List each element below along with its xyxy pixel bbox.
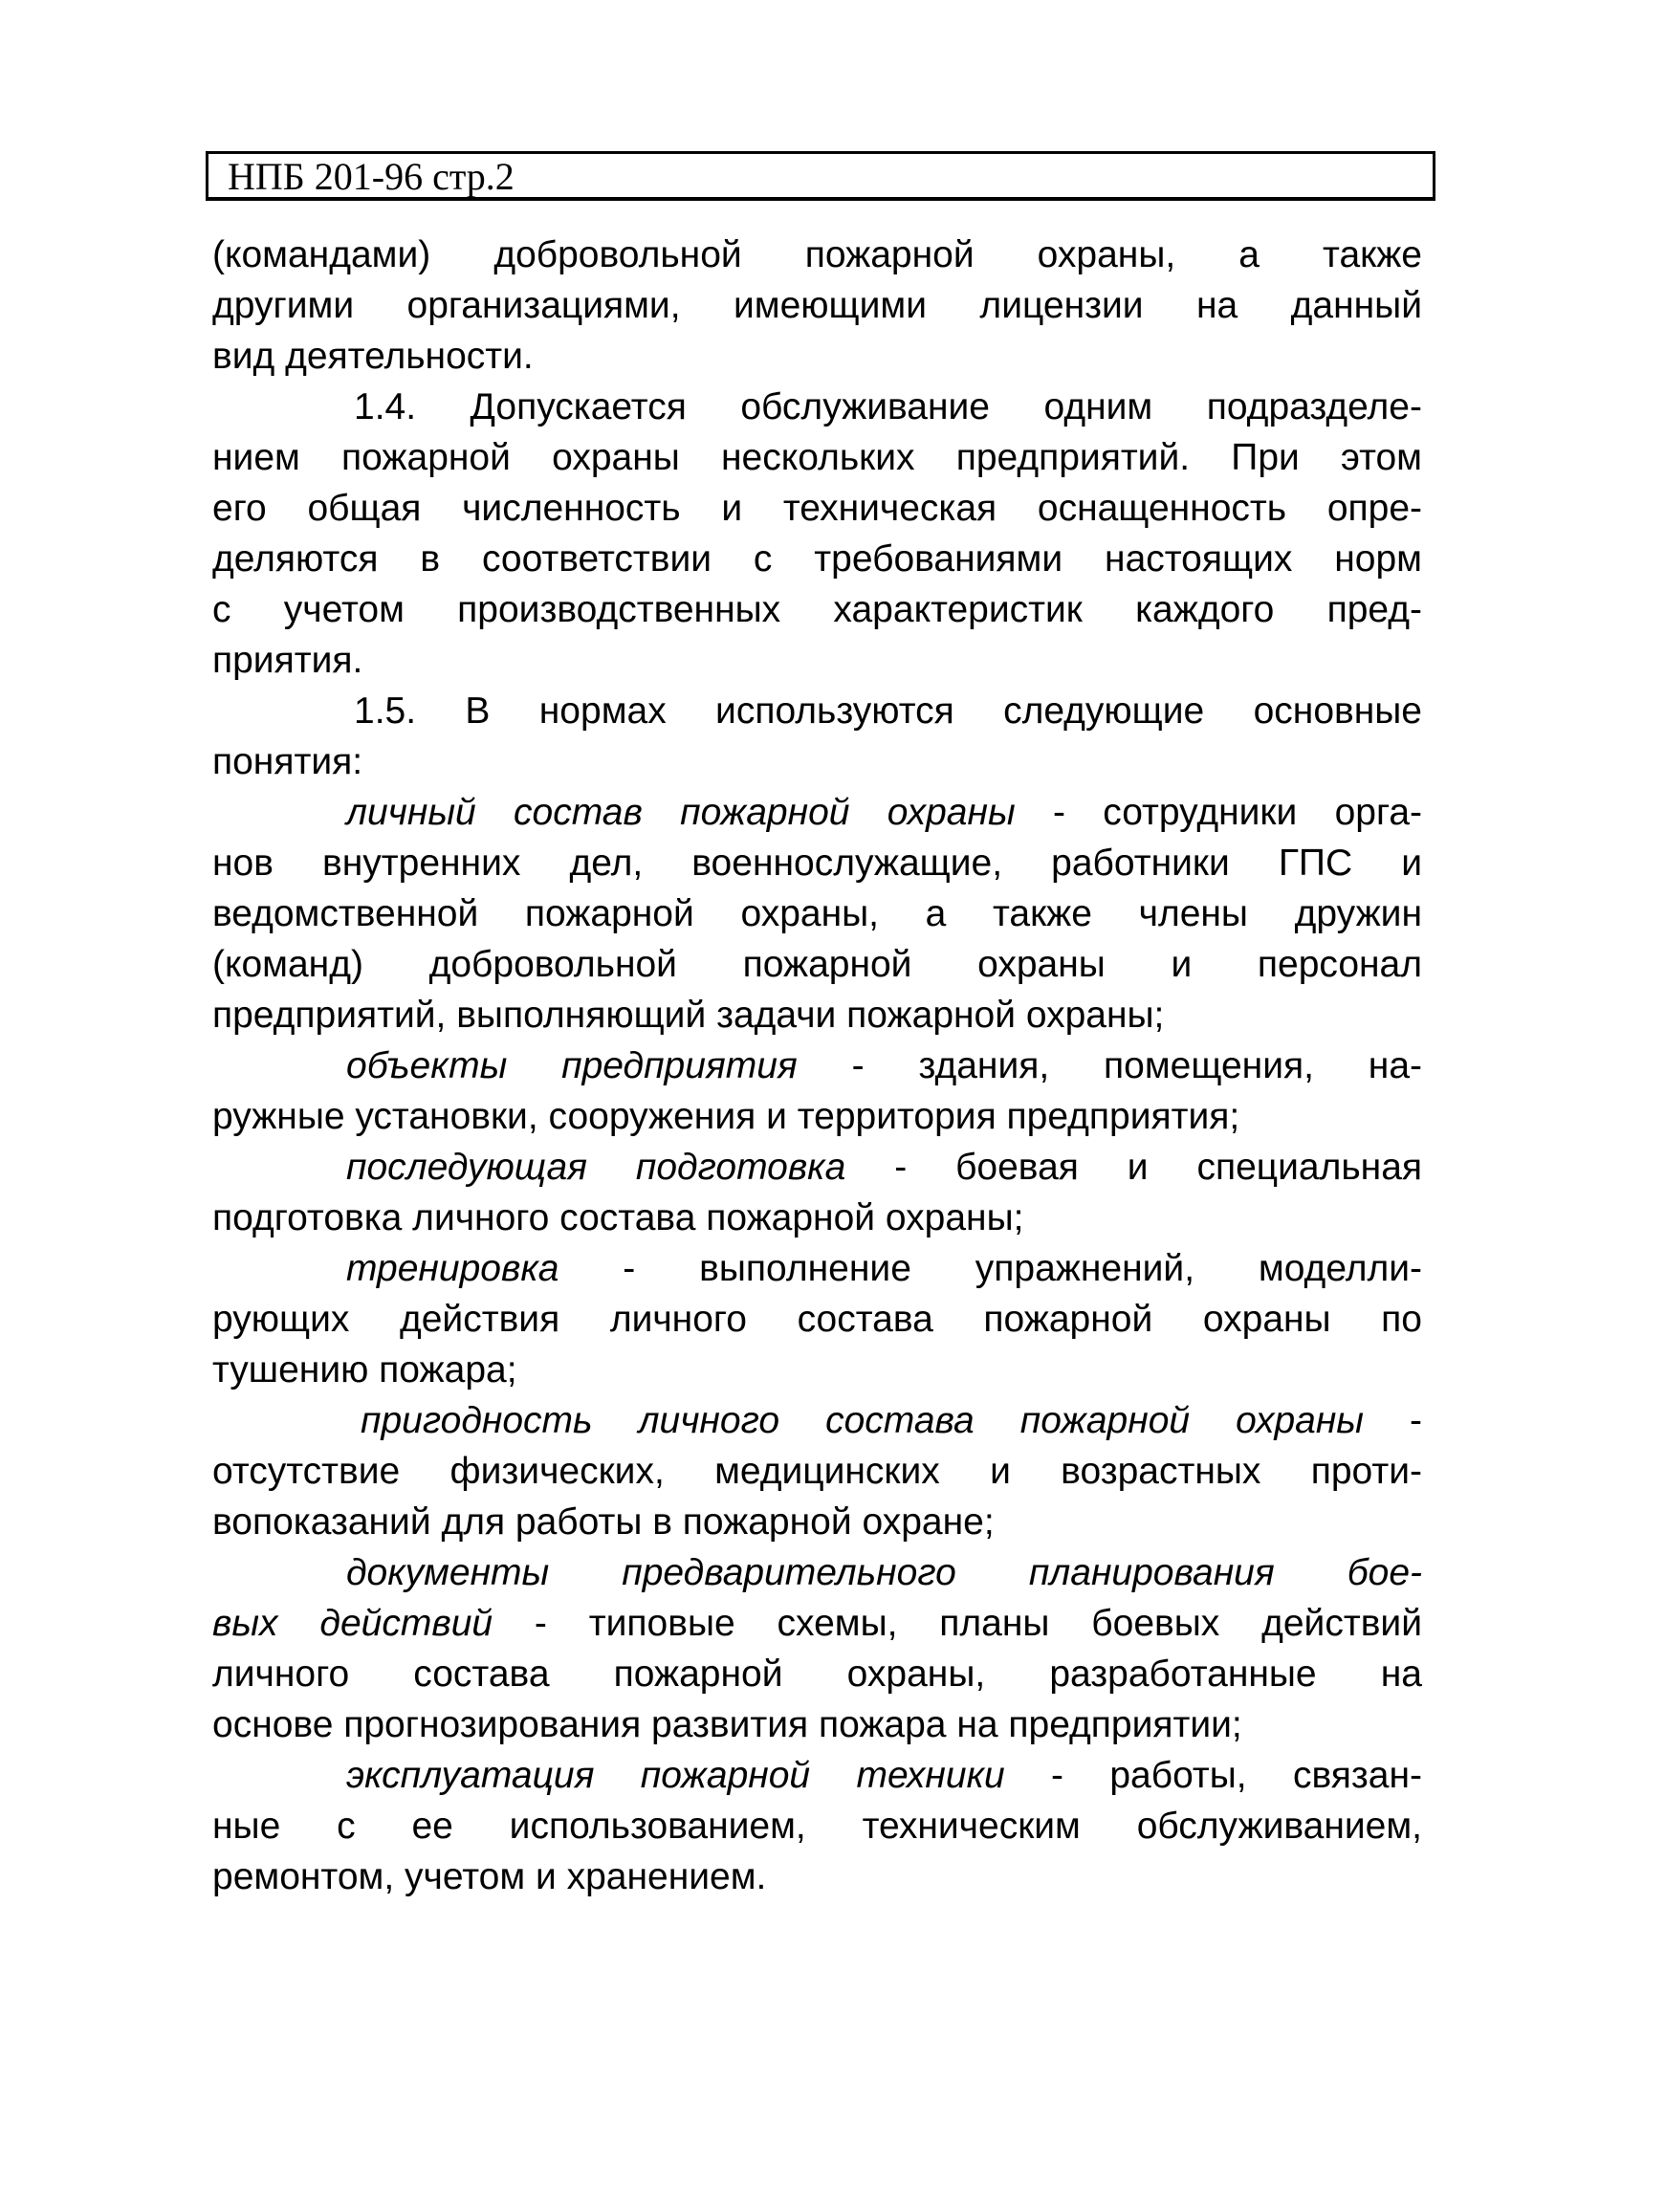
- text-line: предприятий, выполняющий задачи пожарной охраны;: [212, 995, 1165, 1036]
- paragraph-1-5-start: 1.5. В нормах используются следующие основные: [354, 690, 1422, 732]
- text-line: с учетом производственных характеристик каждого пред-: [212, 589, 1422, 630]
- definition-drill: тренировка - выполнение упражнений, моделли-: [346, 1248, 1422, 1289]
- text-line: вид деятельности.: [212, 336, 534, 377]
- term-drill: тренировка: [346, 1248, 559, 1289]
- definition-planning-docs: [212, 1547, 1422, 1598]
- term-personnel: личный состав пожарной охраны: [346, 792, 1016, 833]
- paragraph-1-4-start: 1.4. Допускается обслуживание одним подразделе-: [354, 386, 1422, 427]
- definition-fitness: пригодность личного состава пожарной охраны -: [361, 1400, 1422, 1441]
- definition-training: последующая подготовка - боевая и специальная: [346, 1147, 1422, 1188]
- text-line: (команд) добровольной пожарной охраны и персонал: [212, 944, 1422, 985]
- text-line: ружные установки, сооружения и территория предприятия;: [212, 1096, 1240, 1137]
- text-line: подготовка личного состава пожарной охраны;: [212, 1197, 1024, 1238]
- text-line: тушению пожара;: [212, 1349, 517, 1391]
- text-line: личного состава пожарной охраны, разработанные на: [212, 1654, 1422, 1695]
- text-line: ведомственной пожарной охраны, а также члены дружин: [212, 893, 1422, 934]
- text-line: нием пожарной охраны нескольких предприятий. При этом: [212, 437, 1422, 478]
- text-line: отсутствие физических, медицинских и возрастных проти-: [212, 1451, 1422, 1492]
- definition-personnel: личный состав пожарной охраны - сотрудники орга-: [346, 792, 1423, 833]
- definition-exploitation: эксплуатация пожарной техники - работы, связан-: [346, 1755, 1422, 1796]
- page-header-title: НПБ 201-96 стр.2: [228, 155, 515, 198]
- text-line: ремонтом, учетом и хранением.: [212, 1856, 767, 1897]
- text-line: основе прогнозирования развития пожара на предприятии;: [212, 1704, 1242, 1745]
- text-line: понятия:: [212, 741, 363, 782]
- term-training: последующая подготовка: [346, 1147, 846, 1188]
- term-planning-docs-cont: вых действий: [212, 1603, 493, 1644]
- term-planning-docs: документы предварительного планирования бое-: [346, 1552, 1422, 1593]
- term-objects: объекты предприятия: [346, 1045, 798, 1086]
- text-line: приятия.: [212, 640, 363, 681]
- text-line: деляются в соответствии с требованиями настоящих норм: [212, 538, 1422, 580]
- text-line: нов внутренних дел, военнослужащие, работники ГПС и: [212, 843, 1422, 884]
- document-body: [212, 230, 1422, 1902]
- text-line: другими организациями, имеющими лицензии на данный: [212, 285, 1422, 326]
- text-line: рующих действия личного состава пожарной охраны по: [212, 1299, 1422, 1340]
- page-header-box: [206, 151, 1435, 201]
- term-fitness: пригодность личного состава пожарной охраны: [361, 1400, 1364, 1441]
- text-line: (командами) добровольной пожарной охраны, а также: [212, 234, 1422, 275]
- definition-planning-docs-cont: вых действий - типовые схемы, планы боевых действий: [212, 1603, 1422, 1644]
- text-line: его общая численность и техническая оснащенность опре-: [212, 488, 1422, 529]
- text-line: ные с ее использованием, техническим обслуживанием,: [212, 1806, 1422, 1847]
- term-exploitation: эксплуатация пожарной техники: [346, 1755, 1005, 1796]
- text-line: вопоказаний для работы в пожарной охране;: [212, 1501, 995, 1543]
- definition-objects: объекты предприятия - здания, помещения, на-: [346, 1045, 1423, 1086]
